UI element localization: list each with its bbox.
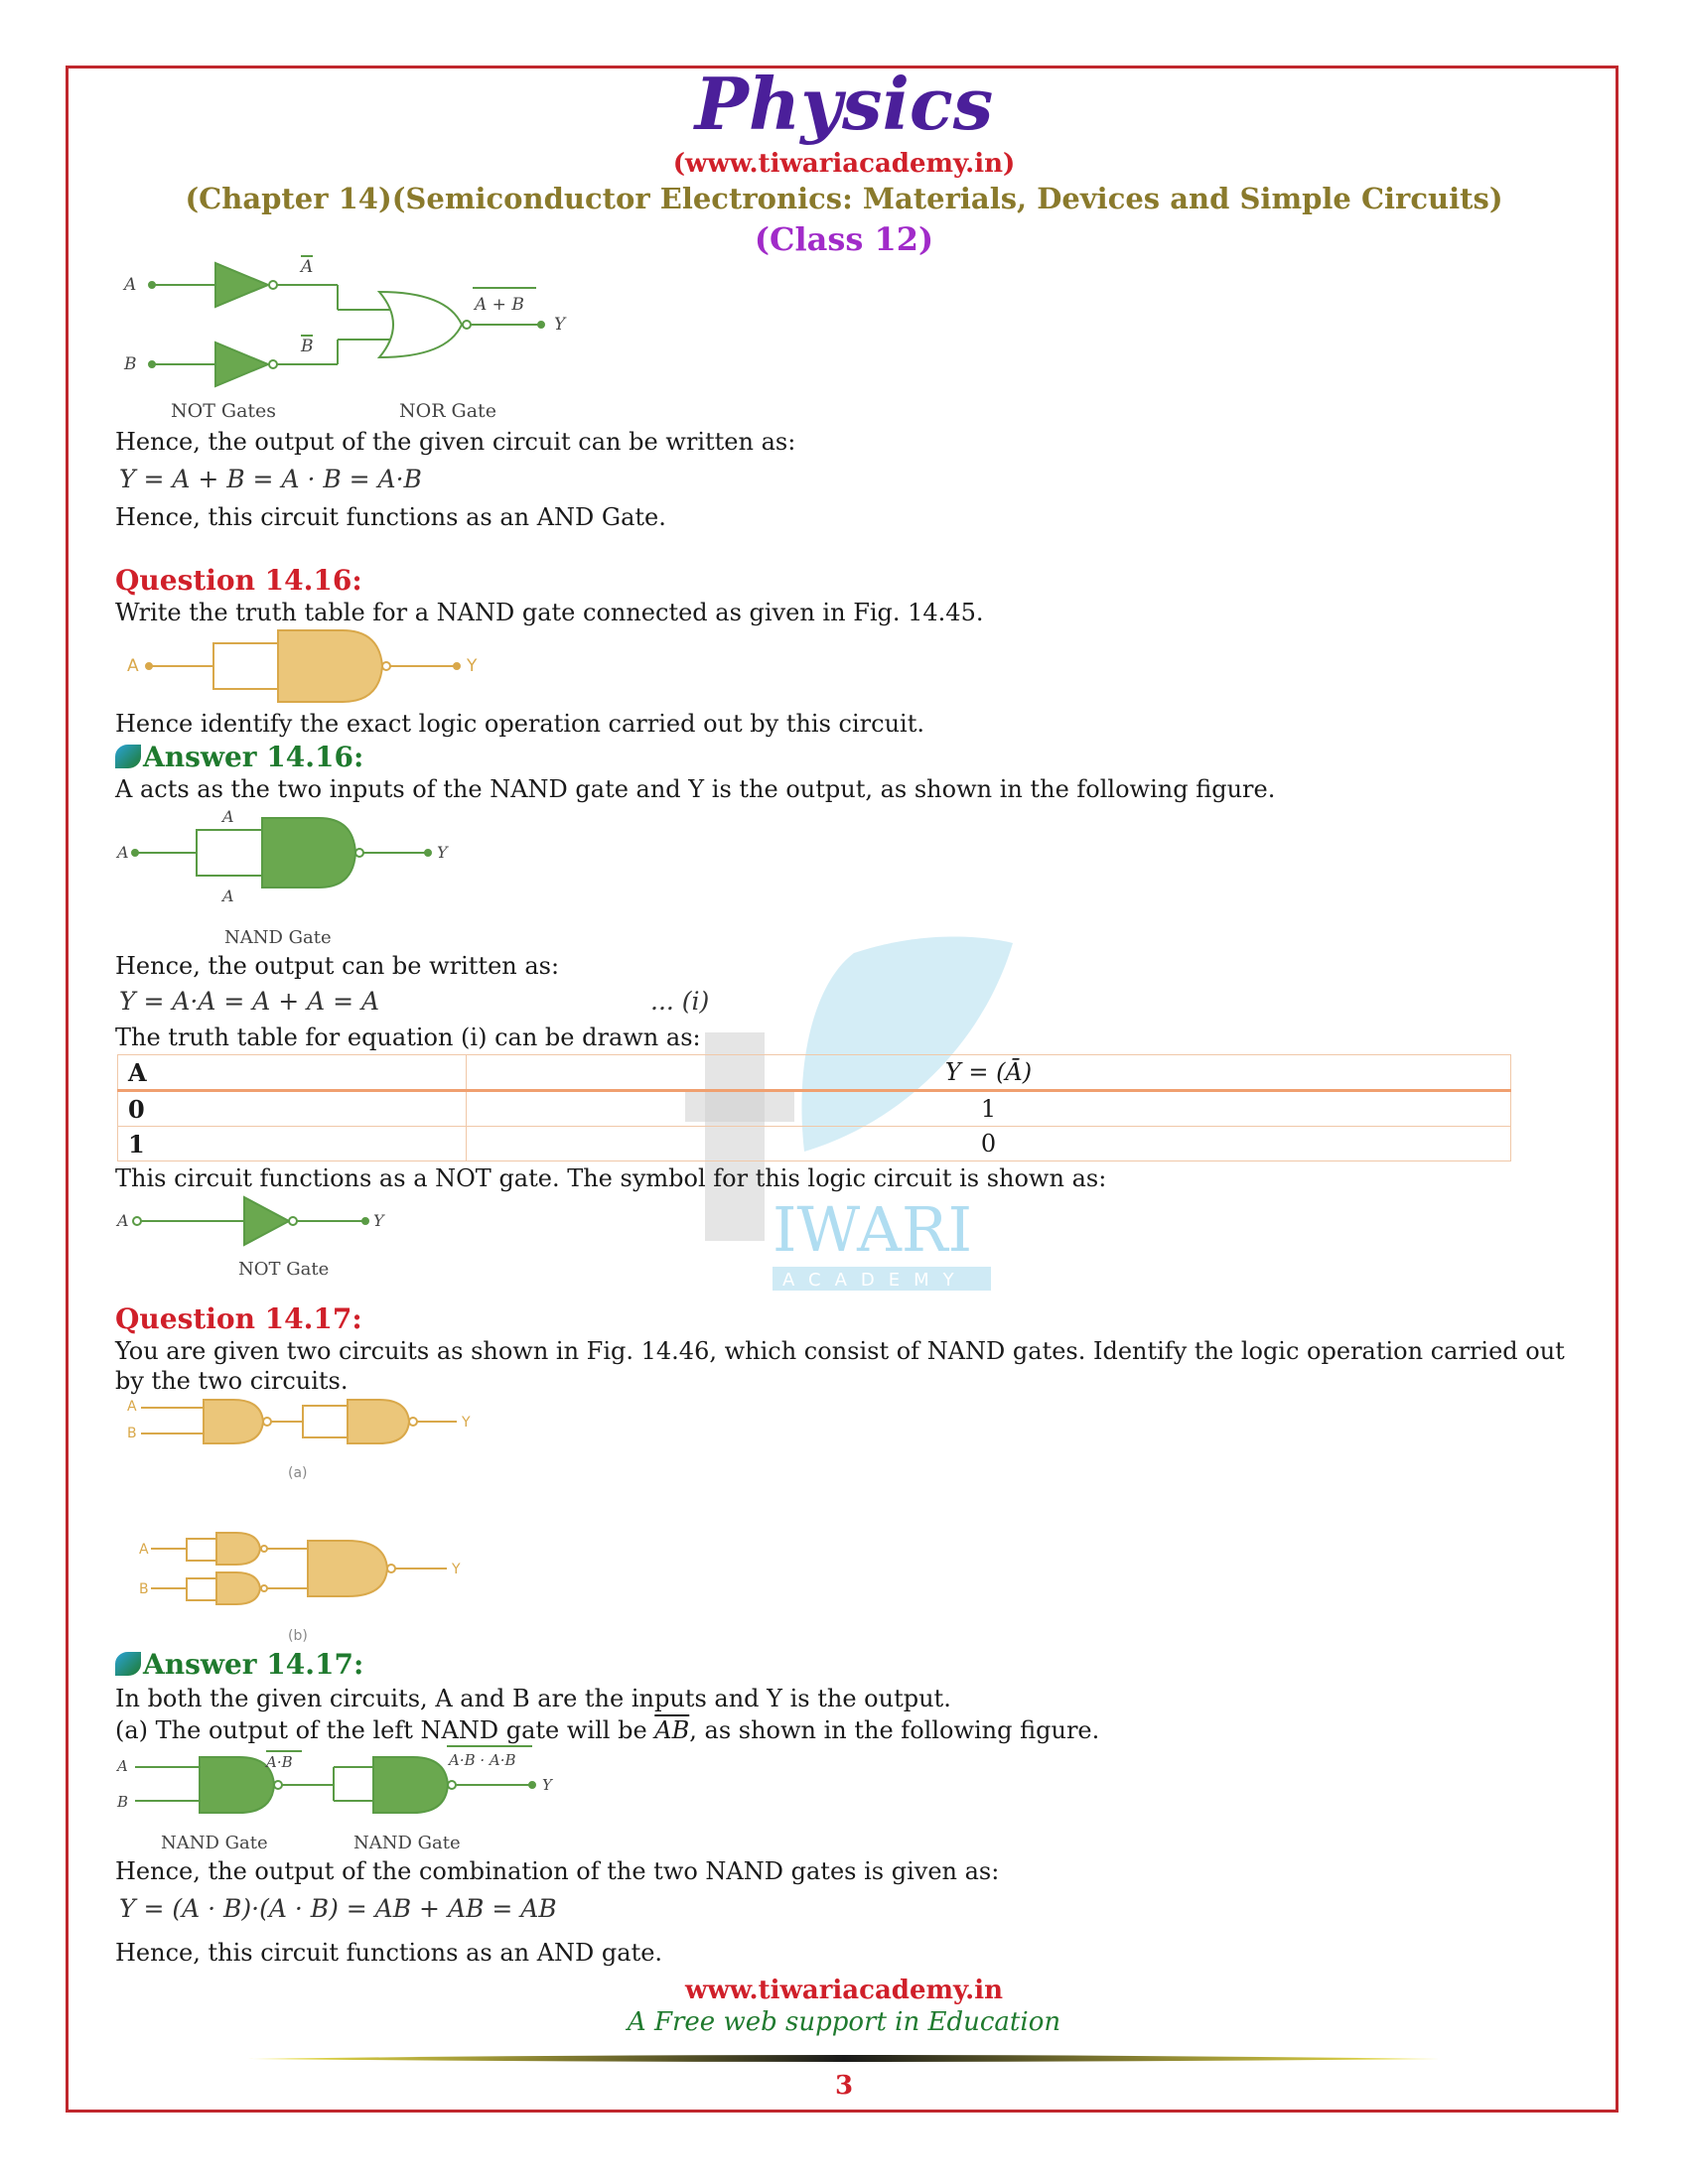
truth-table-header	[118, 1055, 1511, 1091]
svg-text:A: A	[127, 656, 139, 676]
tiwari-logo-icon	[115, 745, 141, 768]
question-14-17-heading: Question 14.17:	[115, 1302, 362, 1335]
svg-text:A: A	[139, 1542, 149, 1558]
svg-text:B: B	[139, 1581, 149, 1597]
svg-text:Y: Y	[467, 656, 478, 676]
svg-text:A·B · A·B: A·B · A·B	[449, 1751, 516, 1769]
svg-text:Y: Y	[462, 1415, 471, 1431]
svg-text:NAND Gate: NAND Gate	[161, 1833, 268, 1853]
answer-14-16-heading: Answer 14.16:	[115, 741, 363, 773]
figure-not-nor	[119, 250, 576, 424]
question-14-16-text: Write the truth table for a NAND gate connected as given in Fig. 14.45.	[115, 599, 984, 626]
page-title: Physics	[694, 62, 994, 146]
figure-nand-gate-tied	[115, 806, 473, 953]
tiwari-logo-icon	[115, 1652, 141, 1676]
svg-text:(a): (a)	[288, 1465, 308, 1481]
figure-not-gate	[115, 1191, 413, 1285]
svg-text:IWARI: IWARI	[773, 1193, 973, 1266]
svg-text:(b): (b)	[288, 1628, 308, 1644]
answer-14-16-text: A acts as the two inputs of the NAND gate and Y is the output, as shown in the following figure.	[115, 775, 1276, 803]
svg-text:NAND Gate: NAND Gate	[353, 1833, 461, 1853]
intro-line-1: Hence, the output of the given circuit can be written as:	[115, 428, 796, 456]
answer-14-17-line-1: In both the given circuits, A and B are the inputs and Y is the output.	[115, 1685, 951, 1712]
footer-site-link[interactable]: www.tiwariacademy.in	[685, 1976, 1003, 2005]
svg-text:A + B: A + B	[475, 295, 524, 315]
svg-text:ACADEMY: ACADEMY	[782, 1270, 968, 1291]
svg-text:NAND Gate: NAND Gate	[224, 927, 332, 948]
class-heading: (Class 12)	[754, 220, 934, 258]
svg-text:B: B	[124, 354, 137, 374]
svg-text:A: A	[222, 887, 234, 905]
answer-14-17-line-2: (a) The output of the left NAND gate will be $\overline{AB}$, as shown in the following figure.	[115, 1716, 1100, 1744]
figure-14-46-a	[119, 1396, 496, 1485]
svg-text:A·B: A·B	[266, 1753, 293, 1771]
svg-text:A: A	[127, 1399, 137, 1415]
equation-ref: ... (i)	[650, 987, 710, 1016]
svg-text:NOT Gates: NOT Gates	[171, 400, 277, 422]
answer-14-17-heading: Answer 14.17:	[115, 1648, 363, 1681]
answer-14-17-line-3: Hence, the output of the combination of the two NAND gates is given as:	[115, 1857, 1000, 1885]
figure-two-nand-gates	[115, 1745, 572, 1856]
chapter-heading: (Chapter 14)(Semiconductor Electronics: Materials, Devices and Simple Circuits)	[185, 182, 1503, 215]
answer-14-16-line-1: Hence, the output can be written as:	[115, 952, 560, 980]
svg-text:A: A	[301, 257, 314, 277]
svg-text:NOT Gate: NOT Gate	[238, 1259, 330, 1280]
site-link[interactable]: (www.tiwariacademy.in)	[672, 149, 1016, 179]
svg-text:A: A	[117, 1757, 128, 1775]
answer-14-16-line-2: The truth table for equation (i) can be drawn as:	[115, 1024, 701, 1051]
question-14-16-heading: Question 14.16:	[115, 564, 362, 597]
intro-equation: Y = A + B = A · B = A·B	[119, 465, 422, 493]
svg-text:Y: Y	[554, 315, 566, 335]
svg-text:A: A	[222, 807, 234, 826]
intro-line-2: Hence, this circuit functions as an AND Gate.	[115, 503, 666, 531]
truth-table-header-y: Y = (Ā)	[467, 1055, 1511, 1091]
svg-text:Y: Y	[452, 1562, 461, 1577]
page-number: 3	[834, 2071, 854, 2101]
table-row: 1 0	[118, 1127, 1511, 1161]
svg-text:A: A	[124, 275, 137, 295]
answer-14-16-equation: Y = A·A = A + A = A	[119, 987, 380, 1016]
svg-text:B: B	[127, 1426, 137, 1441]
question-14-17-text: You are given two circuits as shown in Fig. 14.46, which consist of NAND gates. Identify the logic operation carried out by the two circuits.	[115, 1337, 1565, 1395]
table-row: 0 1	[118, 1091, 1511, 1127]
footer-tagline: A Free web support in Education	[627, 2007, 1061, 2037]
footer-divider	[248, 2053, 1440, 2065]
svg-text:B: B	[117, 1793, 129, 1811]
truth-table-header-a: A	[118, 1055, 467, 1091]
svg-text:A: A	[117, 843, 129, 862]
svg-text:B: B	[301, 337, 314, 356]
answer-14-17-equation: Y = (A · B)·(A · B) = AB + AB = AB	[119, 1894, 557, 1923]
svg-text:A: A	[117, 1211, 129, 1230]
question-14-16-text-2: Hence identify the exact logic operation carried out by this circuit.	[115, 710, 924, 738]
svg-text:Y: Y	[373, 1211, 384, 1230]
figure-14-46-b	[119, 1529, 496, 1648]
svg-text:Y: Y	[542, 1776, 552, 1794]
truth-table	[117, 1054, 1511, 1161]
answer-14-17-line-4: Hence, this circuit functions as an AND gate.	[115, 1939, 663, 1967]
figure-14-45	[119, 625, 496, 707]
answer-14-16-line-3: This circuit functions as a NOT gate. The symbol for this logic circuit is shown as:	[115, 1164, 1107, 1192]
svg-text:Y: Y	[437, 843, 448, 862]
svg-text:NOR Gate: NOR Gate	[399, 400, 496, 422]
